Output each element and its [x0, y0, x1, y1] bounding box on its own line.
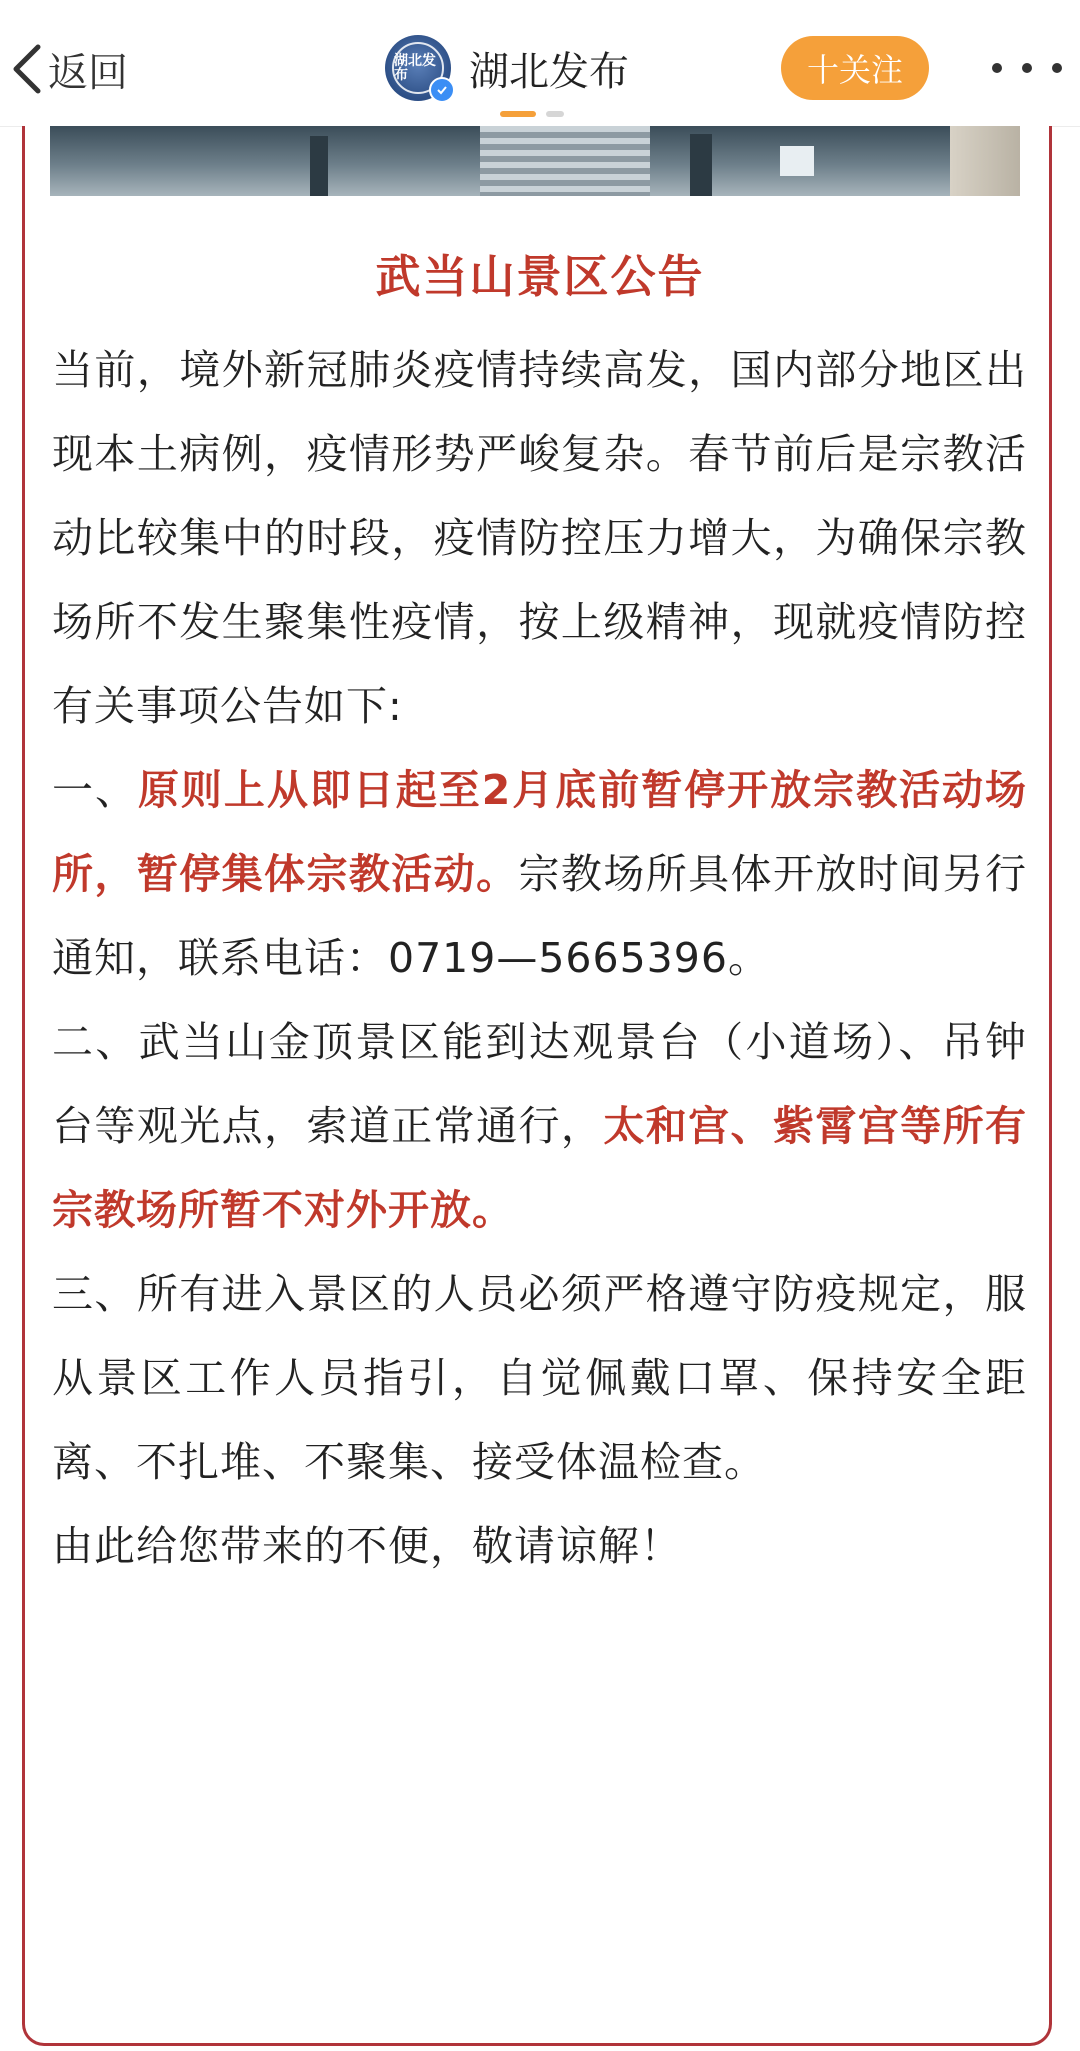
avatar-logo-text: 湖北发布	[392, 42, 444, 94]
article-photo	[50, 126, 1020, 196]
photo-stairs	[480, 126, 650, 196]
photo-figure	[690, 134, 712, 196]
chevron-left-icon	[10, 43, 44, 95]
paragraph-item-3: 三、所有进入景区的人员必须严格遵守防疫规定，服从景区工作人员指引，自觉佩戴口罩、保持安全距离、不扎堆、不聚集、接受体温检查。	[52, 1270, 1027, 1486]
follow-button[interactable]: 十关注	[781, 36, 929, 100]
paragraph-item-1	[52, 748, 1027, 1000]
photo-figure	[310, 136, 328, 196]
paragraph-closing: 由此给您带来的不便，敬请谅解！	[52, 1522, 682, 1570]
article-title: 武当山景区公告	[375, 250, 705, 303]
back-button[interactable]	[10, 34, 128, 104]
top-navbar	[0, 0, 1080, 127]
paragraph-intro: 当前，境外新冠肺炎疫情持续高发，国内部分地区出现本土病例，疫情形势严峻复杂。春节前后是宗教活动比较集中的时段，疫情防控压力增大，为确保宗教场所不发生聚集性疫情，按上级精神，现就疫情防控有关事项公告如下:	[52, 346, 1027, 730]
account-name: 湖北发布	[469, 48, 629, 95]
photo-railing	[950, 126, 1020, 196]
page-indicator	[500, 111, 564, 117]
dot	[1052, 63, 1062, 73]
dot	[1022, 63, 1032, 73]
item1-highlight: 原则上从即日起至2月底前暂停开放宗教活动场所，暂停集体宗教活动。	[52, 766, 1027, 898]
page-indicator-idle	[546, 111, 564, 117]
dot	[992, 63, 1002, 73]
page-indicator-active	[500, 111, 536, 117]
verified-badge-icon	[429, 77, 455, 103]
item2-highlight: 太和宫、紫霄宫等所有宗教场所暂不对外开放。	[52, 1102, 1028, 1234]
item1-rest: 宗教场所具体开放时间另行通知，联系电话：0719—5665396。	[52, 850, 1027, 982]
photo-sign	[780, 146, 814, 176]
account-header[interactable]	[385, 32, 629, 104]
avatar[interactable]	[385, 35, 451, 101]
item2-prefix: 二、武当山金顶景区能到达观景台（小道场）、吊钟台等观光点，索道正常通行，	[52, 1018, 1027, 1150]
item1-prefix: 一、	[52, 766, 138, 814]
paragraph-item-2	[52, 1000, 1027, 1252]
back-label: 返回	[48, 49, 128, 96]
more-dots-icon[interactable]	[992, 50, 1062, 86]
article-body	[52, 328, 1027, 1588]
